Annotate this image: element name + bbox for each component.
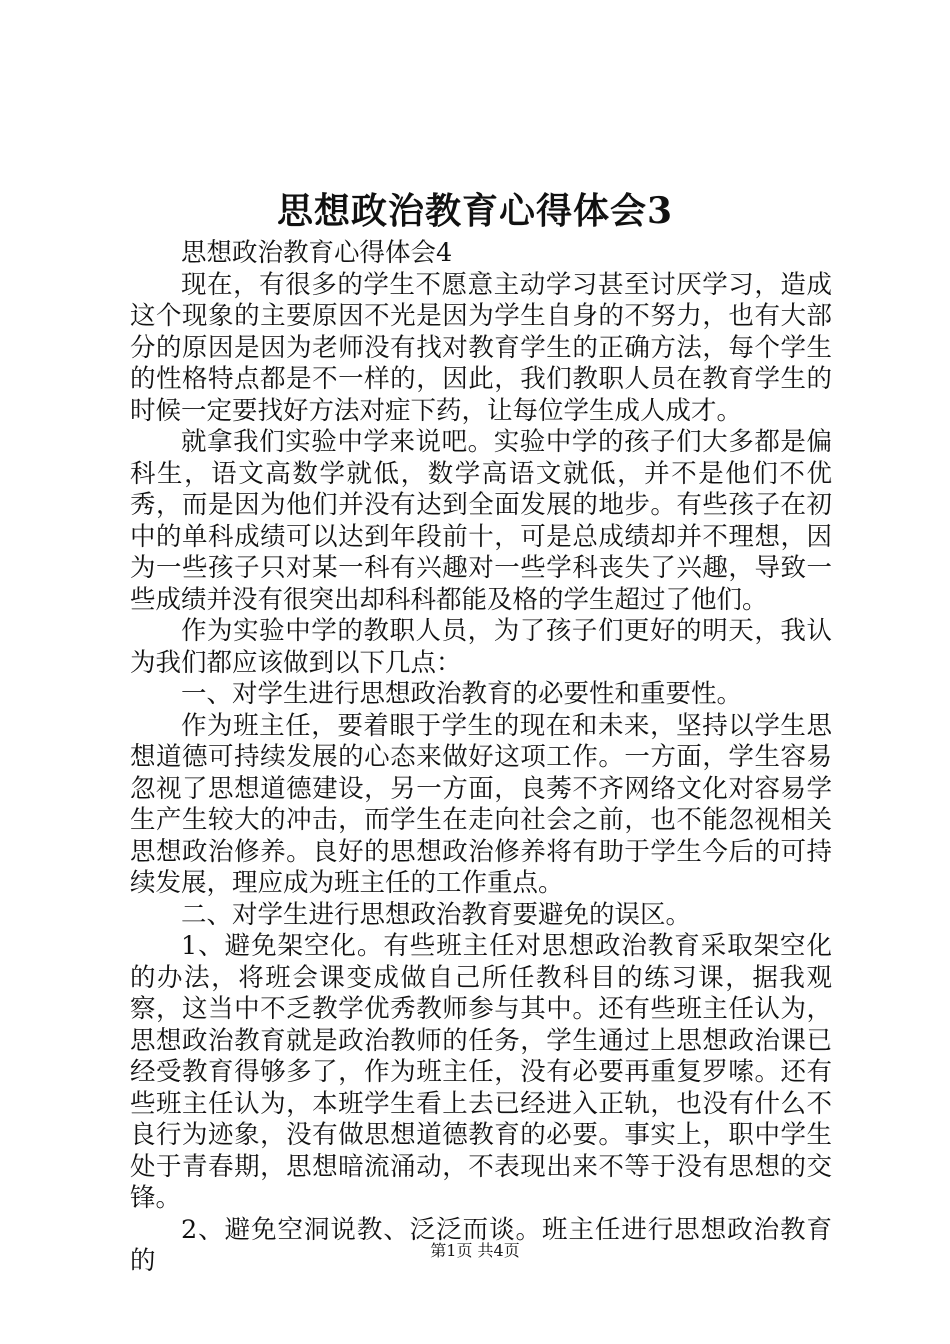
page-footer <box>0 1240 950 1262</box>
paragraph: 2、避免空洞说教、泛泛而谈。班主任进行思想政治教育的 <box>130 1214 832 1276</box>
document-title: 思想政治教育心得体会3 <box>276 190 674 232</box>
paragraph: 1、避免架空化。有些班主任对思想政治教育采取架空化的办法，将班会课变成做自己所任教科目的练习课，据我观察，这当中不乏教学优秀教师参与其中。还有些班主任认为，思想政治教育就是政治教师的任务，学生通过上思想政治课已经受教育得够多了，作为班主任，没有必要再重复罗嗦。还有些班主任认为，本班学生看上去已经进入正轨，也没有什么不良行为迹象，没有做思想道德教育的必要。事实上，职中学生处于青春期，思想暗流涌动，不表现出来不等于没有思想的交锋。 <box>130 931 832 1213</box>
page-number-label: 第1页 共4页 <box>430 1241 520 1260</box>
section-heading: 一、对学生进行思想政治教育的必要性和重要性。 <box>181 679 743 709</box>
paragraph: 就拿我们实验中学来说吧。实验中学的孩子们大多都是偏科生，语文高数学就低，数学高语文就低，并不是他们不优秀，而是因为他们并没有达到全面发展的地步。有些孩子在初中的单科成绩可以达到年段前十，可是总成绩却并不理想，因为一些孩子只对某一科有兴趣对一些学科丧失了兴趣，导致一些成绩并没有很突出却科科都能及格的学生超过了他们。 <box>130 427 832 615</box>
document-body <box>130 238 832 1278</box>
paragraph: 作为实验中学的教职人员，为了孩子们更好的明天，我认为我们都应该做到以下几点： <box>130 616 832 678</box>
section-heading: 二、对学生进行思想政治教育要避免的误区。 <box>181 899 692 930</box>
paragraph: 作为班主任，要着眼于学生的现在和未来，坚持以学生思想道德可持续发展的心态来做好这项工作。一方面，学生容易忽视了思想道德建设，另一方面，良莠不齐网络文化对容易学生产生较大的冲击，而学生在走向社会之前，也不能忽视相关思想政治修养。良好的思想政治修养将有助于学生今后的可持续发展，理应成为班主任的工作重点。 <box>130 710 832 898</box>
paragraph-subtitle: 思想政治教育心得体会4 <box>181 238 453 268</box>
paragraph: 现在，有很多的学生不愿意主动学习甚至讨厌学习，造成这个现象的主要原因不光是因为学生自身的不努力，也有大部分的原因是因为老师没有找对教育学生的正确方法，每个学生的性格特点都是不一样的，因此，我们教职人员在教育学生的时候一定要找好方法对症下药，让每位学生成人成才。 <box>130 269 832 426</box>
